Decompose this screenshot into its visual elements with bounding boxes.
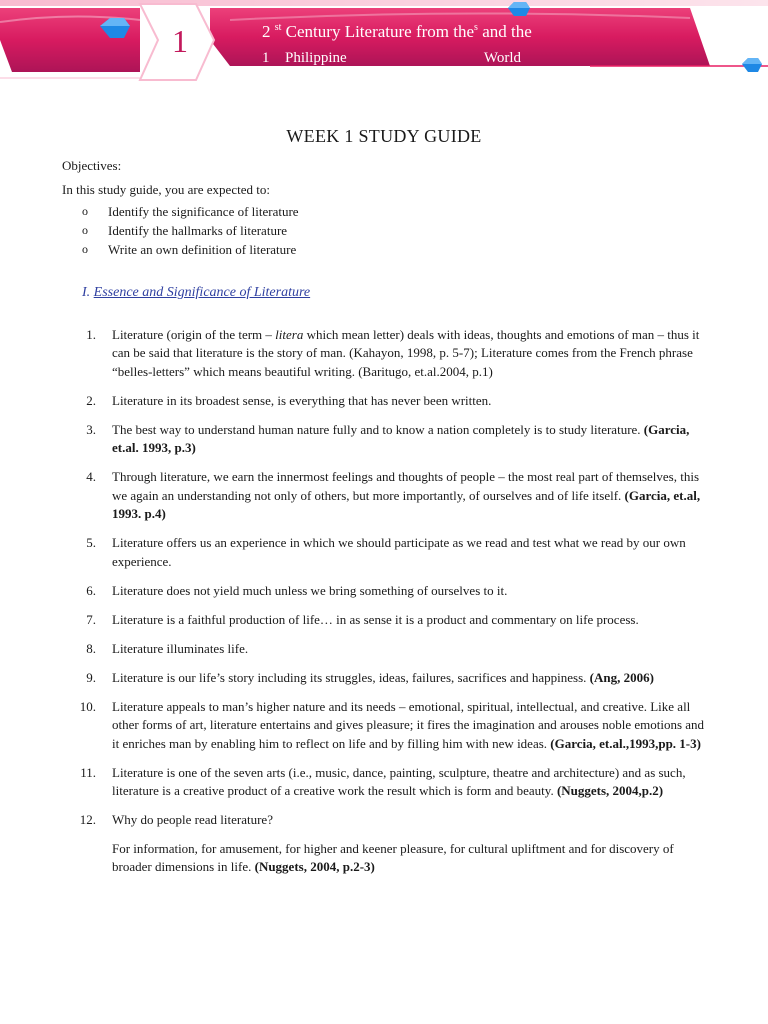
- item-number: 6.: [86, 582, 96, 598]
- list-item: [62, 534, 707, 571]
- item-text: Literature illuminates life.: [112, 640, 249, 656]
- item-subparagraph: [112, 840, 707, 877]
- item-number: 8.: [86, 640, 96, 656]
- item-number: 1.: [86, 326, 96, 342]
- item-number: 7.: [86, 611, 96, 627]
- objective-text: Write an own definition of literature: [108, 242, 297, 257]
- objectives-list: [62, 202, 707, 259]
- item-text: which mean letter) deals with ideas, thoughts and emotions of man – thus it can be said that literature is the story of man. (Kahayon, 1998, p. 5-7); Literature comes from the French phrase “belles-letters” which means beautiful writing. (Baritugo, et.al.2004, p.1): [112, 326, 700, 379]
- objective-text: Identify the significance of literature: [108, 204, 299, 219]
- list-item: [62, 640, 707, 659]
- item-citation: (Ang, 2006): [589, 669, 654, 685]
- header-sup: st: [274, 22, 282, 33]
- item-text: The best way to understand human nature fully and to know a nation completely is to study literature.: [112, 421, 644, 437]
- list-item: [62, 611, 707, 630]
- list-item: [62, 811, 707, 877]
- item-number: 3.: [86, 421, 96, 437]
- section-heading: [82, 284, 707, 303]
- list-item: [62, 240, 707, 259]
- item-text: Literature does not yield much unless we bring something of ourselves to it.: [112, 582, 508, 598]
- header-banner: [0, 0, 768, 90]
- objectives-intro: In this study guide, you are expected to:: [62, 181, 270, 197]
- header-title-line1: [262, 22, 532, 42]
- header-title-rest: and the: [477, 22, 532, 41]
- item-text: Literature is one of the seven arts (i.e., music, dance, painting, sculpture, theatre and architecture) and as such, literature is a creative product of a creative work the result which is form and beauty.: [112, 764, 686, 798]
- header-philippine: Philippine: [285, 50, 347, 66]
- item-number: 5.: [86, 535, 96, 550]
- item-citation: (Nuggets, 2004, p.2-3): [254, 859, 375, 874]
- item-text: Literature is a faithful production of life… in as sense it is a product and commentary on life process.: [112, 611, 639, 627]
- bullet-icon: o: [82, 223, 88, 237]
- list-item: [62, 221, 707, 240]
- item-text: Through literature, we earn the innermost feelings and thoughts of people – the most real part of themselves, this we again an understanding not only of others, but more importantly, of ourselves and of life itself.: [112, 469, 700, 503]
- item-number: 10.: [79, 698, 96, 714]
- literature-points-list: [62, 326, 707, 877]
- item-citation: (Garcia, et.al.,1993,pp. 1-3): [550, 735, 701, 751]
- objectives-label: Objectives:: [62, 158, 122, 173]
- header-title-text: Century Literature from the: [285, 22, 475, 41]
- item-text: Literature (origin of the term –: [112, 326, 276, 342]
- section-numeral: I.: [82, 285, 91, 300]
- item-number: 4.: [86, 469, 96, 484]
- list-item: [62, 421, 707, 458]
- item-text: Literature in its broadest sense, is everything that has never been written.: [112, 392, 492, 408]
- item-citation: (Garcia, et.al. 1993, p.3): [112, 421, 690, 455]
- list-item: [62, 582, 707, 601]
- header-prefix-2: 1: [262, 50, 270, 66]
- item-text: Literature is our life’s story including its struggles, ideas, failures, sacrifices and happiness.: [112, 669, 590, 685]
- list-item: [62, 764, 707, 801]
- item-text: Literature offers us an experience in which we should participate as we read and test what we read by our own experience.: [112, 535, 686, 569]
- item-number: 11.: [80, 764, 96, 780]
- item-text: Why do people read literature?: [112, 812, 273, 827]
- objective-text: Identify the hallmarks of literature: [108, 223, 288, 238]
- item-citation: (Nuggets, 2004,p.2): [556, 783, 664, 798]
- list-item: [62, 326, 707, 382]
- header-world: World: [483, 50, 522, 66]
- list-item: [62, 392, 707, 411]
- page-title: WEEK 1 STUDY GUIDE: [286, 126, 482, 146]
- chapter-number-badge: 1: [172, 23, 188, 59]
- header-title-line2: [262, 50, 582, 67]
- header-sup2: s: [474, 22, 478, 33]
- study-guide-content: [62, 157, 707, 887]
- list-item: [62, 468, 707, 524]
- item-emphasis: litera: [275, 326, 304, 342]
- header-prefix: 2: [262, 22, 271, 41]
- bullet-icon: o: [82, 204, 88, 218]
- banner-graphic: [0, 0, 768, 90]
- section-heading-text: Essence and Significance of Literature: [93, 285, 311, 300]
- list-item: [62, 669, 707, 688]
- item-number: 9.: [86, 669, 96, 685]
- item-number: 12.: [79, 812, 96, 827]
- item-text: Literature appeals to man’s higher nature and its needs – emotional, spiritual, intellectual, and creative. Like all other forms of art, literature entertains and gives pleasure; it fires the imagination and arouses noble emotions and it enriches man by enabling him to reflect on life and by filling him with new ideas.: [112, 698, 705, 751]
- bullet-icon: o: [82, 242, 88, 256]
- item-citation: (Garcia, et.al, 1993. p.4): [112, 487, 701, 521]
- list-item: [62, 698, 707, 754]
- item-number: 2.: [86, 392, 96, 408]
- item-text: For information, for amusement, for higher and keener pleasure, for cultural upliftment and for discovery of broader dimensions in life.: [112, 840, 674, 874]
- list-item: [62, 202, 707, 221]
